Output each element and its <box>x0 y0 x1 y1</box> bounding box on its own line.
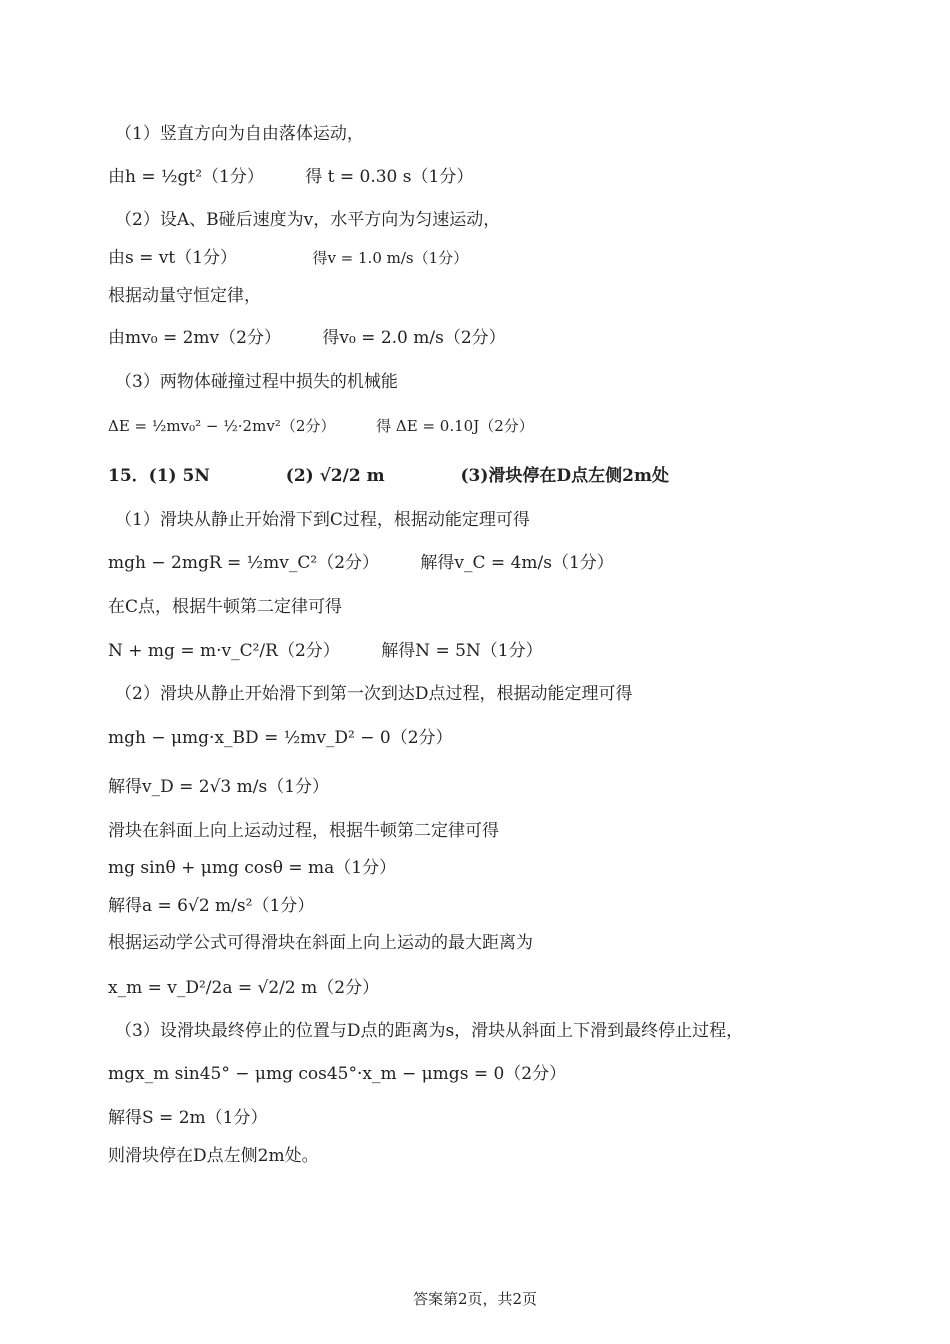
answer-3: (3)滑块停在D点左侧2m处 <box>460 466 669 486</box>
formula-line: mg sinθ + μmg cosθ = ma（1分） <box>108 858 397 878</box>
formula: N + mg = m·v_C²/R（2分） <box>108 641 340 661</box>
formula-line <box>108 327 506 349</box>
result: 解得v_C = 4m/s（1分） <box>420 553 614 573</box>
page-footer: 答案第2页，共2页 <box>412 1290 538 1308</box>
text-line: 根据动量守恒定律， <box>108 286 261 306</box>
question-15-answers <box>108 465 669 487</box>
result: 解得N = 5N（1分） <box>381 641 543 661</box>
formula: 由s = vt（1分） <box>108 248 238 268</box>
formula-line <box>108 166 473 188</box>
formula-line <box>108 640 543 662</box>
formula: mgh − 2mgR = ½mv_C²（2分） <box>108 553 380 573</box>
formula: 由h = ½gt²（1分） <box>108 167 264 187</box>
answer-2: (2) √2/2 m <box>285 466 385 486</box>
answer-1: 15．(1) 5N <box>108 466 210 486</box>
text-line: 滑块在斜面上向上运动过程，根据牛顿第二定律可得 <box>108 821 499 841</box>
formula-line: 解得v_D = 2√3 m/s（1分） <box>108 777 330 797</box>
result: 得 t = 0.30 s（1分） <box>305 167 474 187</box>
text-line: （1）竖直方向为自由落体运动， <box>115 124 364 144</box>
text-line: （3）设滑块最终停止的位置与D点的距离为s，滑块从斜面上下滑到最终停止过程， <box>115 1021 744 1041</box>
text-line: （1）滑块从静止开始滑下到C过程，根据动能定理可得 <box>115 510 530 530</box>
formula-line <box>108 247 468 269</box>
result: 得v₀ = 2.0 m/s（2分） <box>322 328 506 348</box>
text-line: （2）滑块从静止开始滑下到第一次到达D点过程，根据动能定理可得 <box>115 684 633 704</box>
text-line: （3）两物体碰撞过程中损失的机械能 <box>115 372 398 392</box>
result: 得 ΔE = 0.10J（2分） <box>376 417 534 435</box>
formula-line: 解得a = 6√2 m/s²（1分） <box>108 896 315 916</box>
text-line: 则滑块停在D点左侧2m处。 <box>108 1146 319 1166</box>
text-line: 根据运动学公式可得滑块在斜面上向上运动的最大距离为 <box>108 933 533 953</box>
formula-line: x_m = v_D²/2a = √2/2 m（2分） <box>108 978 380 998</box>
text-line: （2）设A、B碰后速度为v，水平方向为匀速运动， <box>115 210 501 230</box>
formula-line <box>108 415 534 437</box>
formula-line: mgx_m sin45° − μmg cos45°·x_m − μmgs = 0（2分） <box>108 1064 567 1084</box>
formula: ΔE = ½mv₀² − ½·2mv²（2分） <box>108 417 336 435</box>
formula: 由mv₀ = 2mv（2分） <box>108 328 281 348</box>
formula-line: 解得S = 2m（1分） <box>108 1108 268 1128</box>
result: 得v = 1.0 m/s（1分） <box>312 249 469 267</box>
formula-line <box>108 552 614 574</box>
formula-line: mgh − μmg·x_BD = ½mv_D² − 0（2分） <box>108 728 453 748</box>
text-line: 在C点，根据牛顿第二定律可得 <box>108 597 343 617</box>
